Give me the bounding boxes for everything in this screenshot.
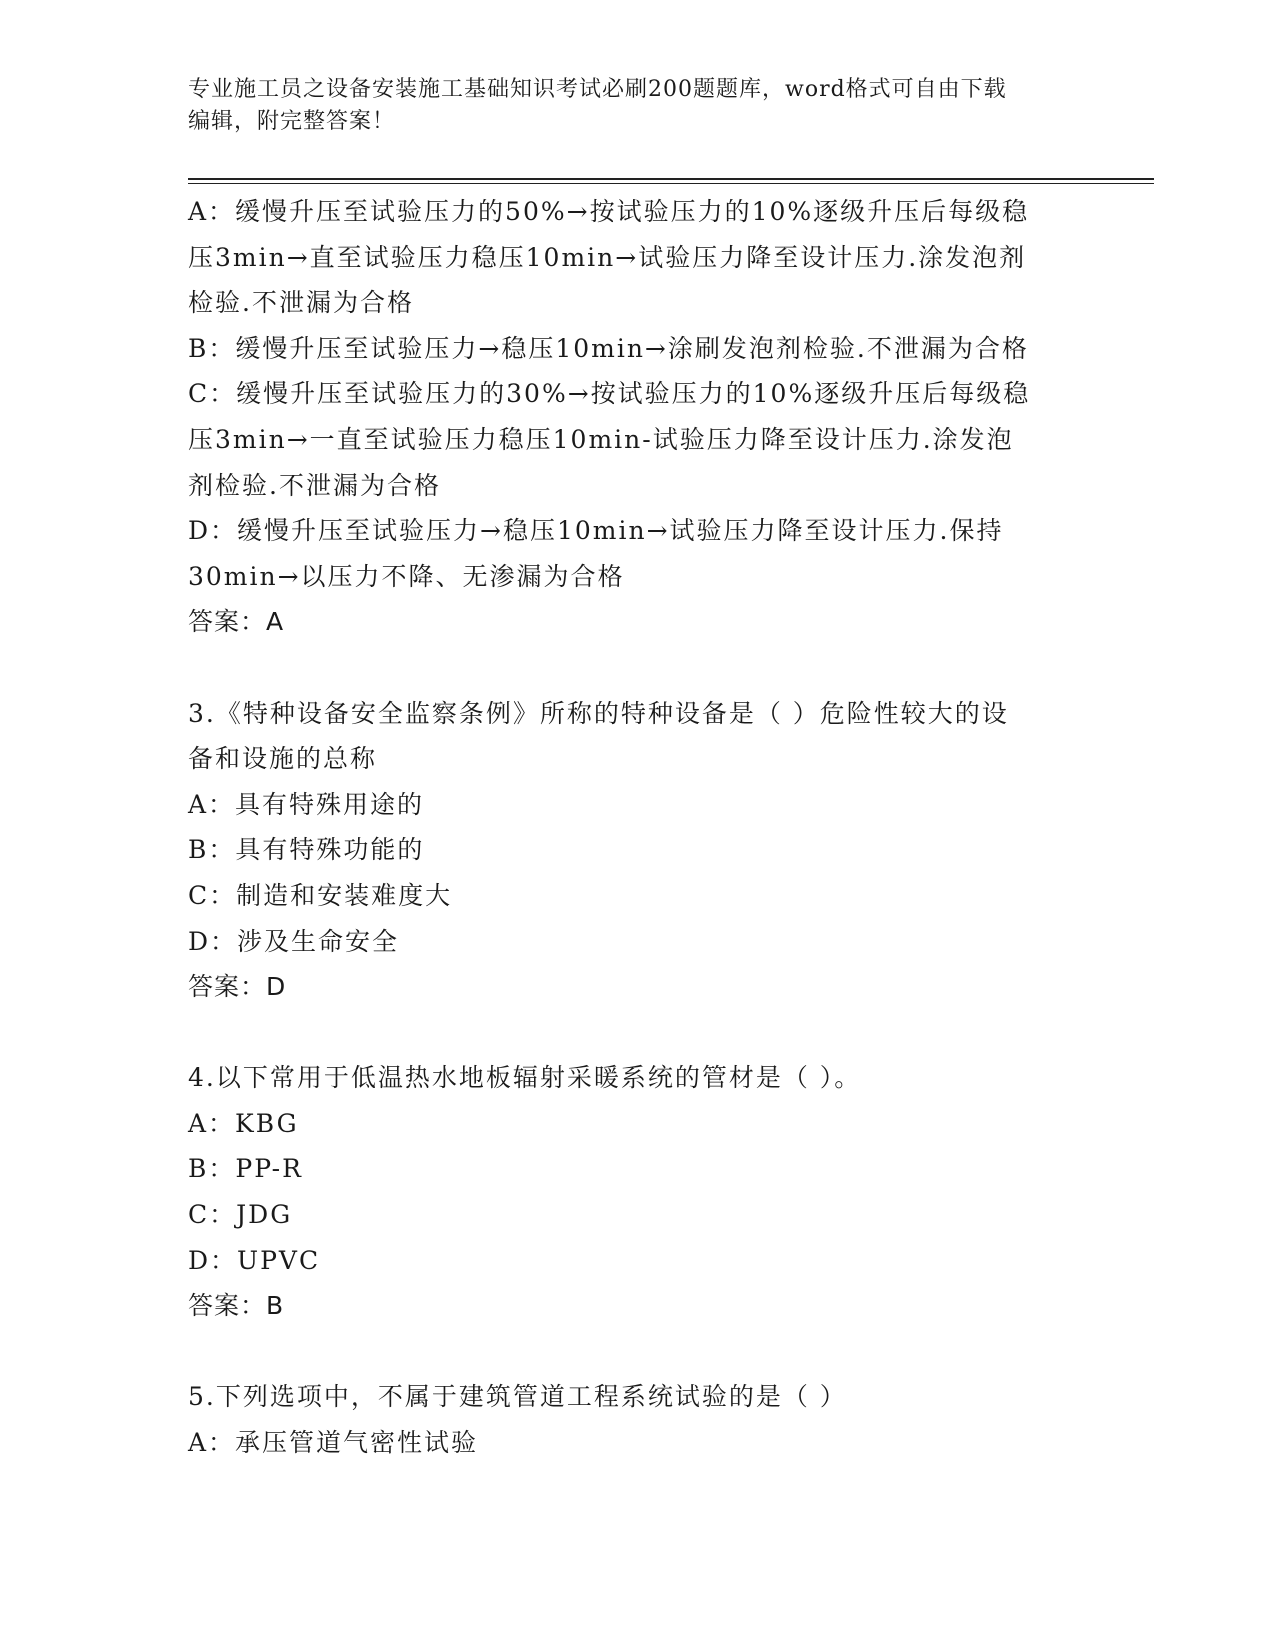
q2-option-d-line-1: D：缓慢升压至试验压力→稳压10min→试验压力降至设计压力.保持 [188, 516, 1004, 546]
question-list [188, 189, 1088, 1466]
q2-option-d-line-2: 30min→以压力不降、无渗漏为合格 [188, 561, 625, 591]
q3-option-a: A：具有特殊用途的 [188, 789, 425, 819]
q4-answer: 答案：B [188, 1291, 285, 1321]
q4-option-a: A：KBG [188, 1108, 299, 1138]
q2-option-c-line-1: C：缓慢升压至试验压力的30%→按试验压力的10%逐级升压后每级稳 [188, 379, 1031, 409]
q2-option-a-line-2: 压3min→直至试验压力稳压10min→试验压力降至设计压力.涂发泡剂 [188, 242, 1027, 272]
q5-stem: 5.下列选项中，不属于建筑管道工程系统试验的是（ ） [188, 1382, 847, 1412]
q3-option-d: D：涉及生命安全 [188, 926, 400, 956]
question-4 [188, 1055, 1088, 1329]
spacer [188, 1329, 1088, 1375]
header-title-line-2: 编辑，附完整答案！ [188, 109, 396, 134]
q4-option-c: C：JDG [188, 1200, 293, 1230]
q4-option-d: D：UPVC [188, 1245, 321, 1275]
header-divider-thick [188, 178, 1154, 180]
q2-option-a-line-3: 检验.不泄漏为合格 [188, 288, 414, 318]
q2-option-c-line-2: 压3min→一直至试验压力稳压10min-试验压力降至设计压力.涂发泡 [188, 424, 1014, 454]
q3-option-c: C：制造和安装难度大 [188, 880, 453, 910]
q2-option-c-line-3: 剂检验.不泄漏为合格 [188, 470, 441, 500]
question-5 [188, 1374, 1088, 1465]
header-title-line-1: 专业施工员之设备安装施工基础知识考试必刷200题题库，word格式可自由下载 [188, 77, 1007, 102]
q2-option-b: B：缓慢升压至试验压力→稳压10min→涂刷发泡剂检验.不泄漏为合格 [188, 333, 1029, 363]
q4-stem: 4.以下常用于低温热水地板辐射采暖系统的管材是（ ）。 [188, 1063, 862, 1093]
q3-stem-line-1: 3.《特种设备安全监察条例》所称的特种设备是（ ）危险性较大的设 [188, 698, 1009, 728]
q4-option-b: B：PP-R [188, 1154, 303, 1184]
q3-answer: 答案：D [188, 972, 287, 1002]
question-3 [188, 691, 1088, 1010]
question-2-options [188, 189, 1088, 645]
q3-stem-line-2: 备和设施的总称 [188, 744, 378, 774]
document-header [188, 74, 1088, 138]
q5-option-a: A：承压管道气密性试验 [188, 1428, 479, 1458]
q2-option-a-line-1: A：缓慢升压至试验压力的50%→按试验压力的10%逐级升压后每级稳 [188, 197, 1030, 226]
spacer [188, 645, 1088, 691]
spacer [188, 1010, 1088, 1056]
header-divider-thin [188, 183, 1154, 184]
q3-option-b: B：具有特殊功能的 [188, 835, 425, 865]
q2-answer: 答案：A [188, 607, 285, 637]
